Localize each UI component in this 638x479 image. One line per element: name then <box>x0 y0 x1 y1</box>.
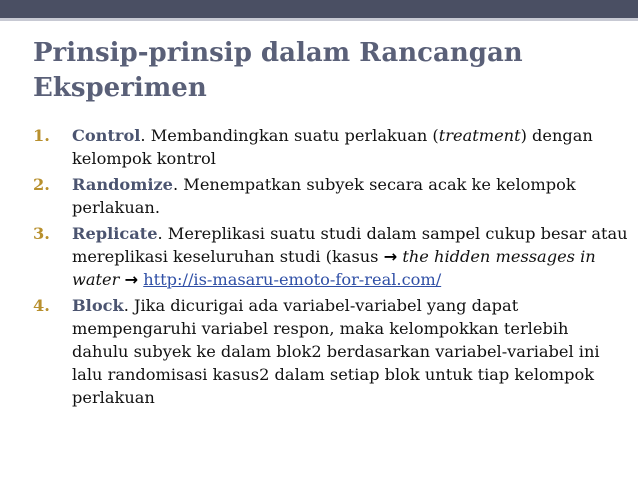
arrow-right-icon: → <box>383 247 398 266</box>
item-number: 2. <box>33 175 50 194</box>
item-keyword: Block <box>72 296 124 315</box>
item-emphasis: treatment <box>438 126 521 145</box>
item-keyword: Control <box>72 126 141 145</box>
principles-list <box>33 124 629 412</box>
item-text: . Mereplikasi suatu studi dalam sampel cukup besar atau mereplikasi keseluruhan studi (kasus <box>72 224 628 266</box>
item-text: . Membandingkan suatu perlakuan ( <box>140 126 439 145</box>
list-item-block <box>33 294 629 409</box>
emoto-link[interactable]: http://is-masaru-emoto-for-real.com/ <box>143 270 442 289</box>
item-number: 4. <box>33 296 50 315</box>
item-number: 3. <box>33 224 50 243</box>
list-item-randomize <box>33 173 629 219</box>
item-keyword: Randomize <box>72 175 173 194</box>
item-text: . Jika dicurigai ada variabel-variabel yang dapat mempengaruhi variabel respon, maka kelompokkan terlebih dahulu subyek ke dalam blok2 berdasarkan variabel-variabel ini lalu randomisasi kasus2 dalam setiap blok untuk tiap kelompok perlakuan <box>72 296 600 407</box>
arrow-right-icon: → <box>124 270 139 289</box>
item-keyword: Replicate <box>72 224 158 243</box>
list-item-replicate <box>33 222 629 291</box>
list-item-control <box>33 124 629 170</box>
item-text: . Menempatkan subyek secara acak ke kelompok perlakuan. <box>72 175 576 217</box>
item-emphasis: the hidden messages in water <box>72 247 596 289</box>
item-number: 1. <box>33 126 50 145</box>
top-bar <box>0 0 638 21</box>
slide-title: Prinsip-prinsip dalam Rancangan Eksperimen <box>33 38 523 103</box>
item-text: ) dengan kelompok kontrol <box>72 126 593 168</box>
